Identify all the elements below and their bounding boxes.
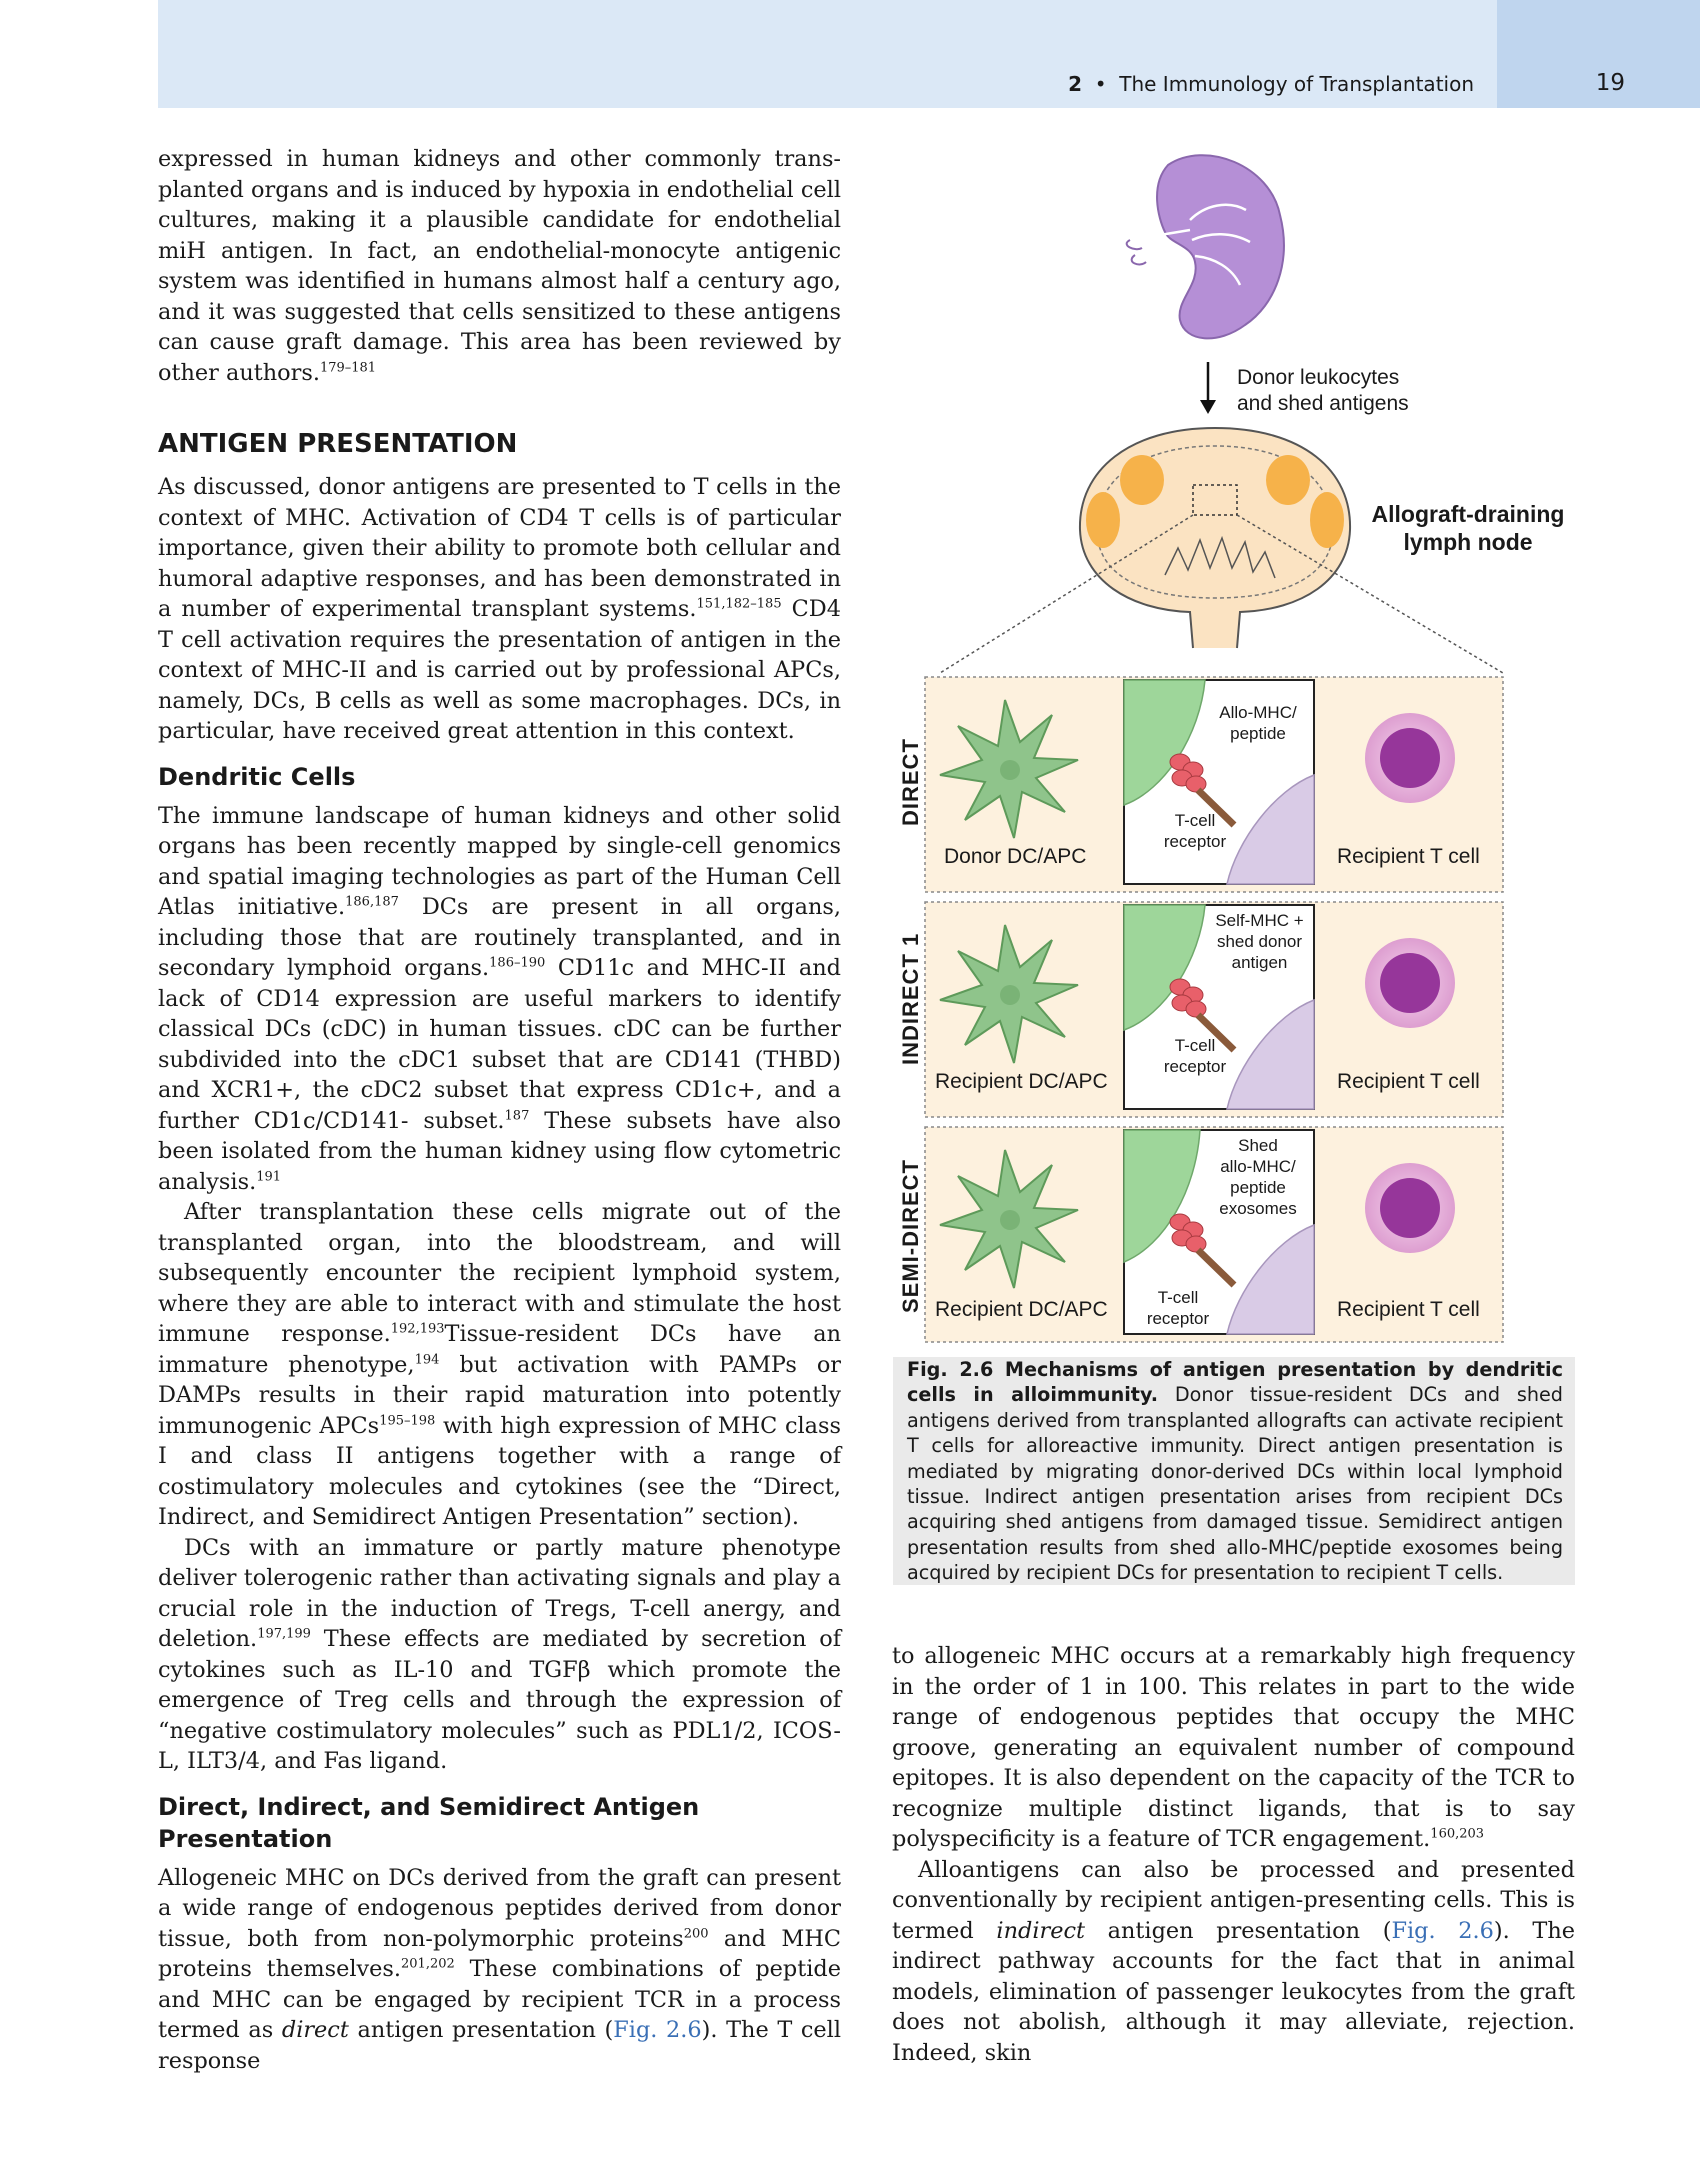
paragraph-endothelial: expressed in human kidneys and other commonly trans-planted organs and is induced by hypoxia in endothelial cell cultures, making it a plausible candidate for endothelial miH antigen. In fact, an endothelial-monocyte antigenic system was identified in humans almost half a century ago, and it was suggested that cells sensitized to these antigens can cause graft damage. This area has been reviewed by other authors.$^{179-181}$ xyxy=(158,146,841,386)
tcr-label: T-cell receptor xyxy=(1146,1288,1210,1328)
citation: 160,203 xyxy=(1430,1826,1485,1842)
citation: 192,193 xyxy=(390,1321,445,1337)
caption-text: Donor tissue-resident DCs and shed antigens derived from transplanted allografts can activate recipient T cells for alloreactive immunity. Direct antigen presentation is mediated by migrating donor-derived DCs within local lymphoid tissue. Indirect antigen presentation arises from recipient DCs acquiring shed antigens from damaged tissue. Semidirect antigen presentation results from shed allo-MHC/peptide exosomes being acquired by recipient DCs for presentation to recipient T cells. xyxy=(907,1383,1563,1585)
apc-label: Donor DC/APC xyxy=(944,845,1087,868)
panel-title-semidirect: SEMI-DIRECT xyxy=(898,1159,923,1313)
tcr-label: T-cell receptor xyxy=(1163,1036,1227,1076)
citation: 191 xyxy=(256,1169,282,1185)
paragraph-direct: Allogeneic MHC on DCs derived from the graft can present a wide range of endogenous peptides derived from donor tissue, both from non-polymorphic proteins$^{200}$ and MHC proteins themselves.$^{201,202}$ These combinations of peptide and MHC can be engaged by recipient TCR in a process termed as direct antigen presentation (Fig. 2.6). The T cell response xyxy=(158,1864,842,2074)
tcell-label: Recipient T cell xyxy=(1337,1298,1480,1321)
lymph-node-label: Allograft-draining lymph node xyxy=(1371,501,1565,555)
citation: 200 xyxy=(683,1926,709,1942)
citation: 186–190 xyxy=(489,955,546,971)
paragraph-allogeneic-frequency: to allogeneic MHC occurs at a remarkably high frequency in the order of 1 in 100. This relates in part to the wide range of endogenous peptides that occupy the MHC groove, generating an equivalent number of compound epitopes. It is also dependent on the capacity of the TCR to recognize multiple distinct ligands, that is to say polyspecificity is a feature of TCR engagement.$^{160,203}$ xyxy=(892,1643,1575,1852)
panel-title-indirect: INDIRECT 1 xyxy=(898,932,923,1065)
citation: 201,202 xyxy=(401,1956,455,1972)
chapter-number: 2 xyxy=(1068,72,1082,96)
downward-arrow-icon xyxy=(1200,362,1216,414)
subheading-direct-indirect: Direct, Indirect, and Semidirect Antigen Presentation xyxy=(158,1792,700,1853)
kidney-icon xyxy=(1127,155,1284,338)
mhc-label: Allo-MHC/ peptide xyxy=(1219,703,1297,743)
tcell-label: Recipient T cell xyxy=(1337,1070,1480,1093)
citation: 195–198 xyxy=(379,1413,436,1429)
tcr-label: T-cell receptor xyxy=(1163,811,1227,851)
chapter-title: The Immunology of Transplantation xyxy=(1119,72,1474,96)
paragraph-dendritic-3: DCs with an immature or partly mature phenotype deliver tolerogenic rather than activating signals and play a crucial role in the induction of Tregs, T-cell anergy, and deletion.$^{197,199}$ These effects are mediated by secretion of cytokines such as IL-10 and TGFβ which promote the emergence of Treg cells and through the expression of “negative costimulatory molecules” such as PDL1/2, ICOS-L, ILT3/4, and Fas ligand. xyxy=(158,1534,841,1774)
right-column xyxy=(892,1641,1575,2068)
paragraph-antigen-presentation: As discussed, donor antigens are presented to T cells in the context of MHC. Activation of CD4 T cells is of particular importance, given their ability to promote both cellular and humoral adaptive responses, and has been demonstrated in a number of experimental transplant systems.$^{151,182-185}$ CD4 T cell activation requires the presentation of antigen in the context of MHC-II and is carried out by professional APCs, namely, DCs, B cells as well as some macrophages. DCs, in particular, have received great attention in this context. xyxy=(158,474,841,744)
paragraph-indirect: Alloantigens can also be processed and presented conventionally by recipient antigen-presenting cells. This is termed indirect antigen presentation (Fig. 2.6). The indirect pathway accounts for the fact that in animal models, elimination of passenger leukocytes from the graft does not abolish, although it may alleviate, rejection. Indeed, skin xyxy=(892,1856,1575,2066)
arrow-label: Donor leukocytes and shed antigens xyxy=(1237,366,1409,415)
apc-label: Recipient DC/APC xyxy=(935,1298,1108,1321)
paragraph-dendritic-1: The immune landscape of human kidneys and other solid organs has been recently mapped by single-cell genomics and spatial imaging technologies as part of the Human Cell Atlas initiative.$^{186,187}$ DCs are present in all organs, including those that are routinely transplanted, and in secondary lymphoid organs.$^{186-190}$ CD11c and MHC-II and lack of CD14 expression are useful markers to identify classical DCs (cDC) in human tissues. cDC can be further subdivided into the cDC1 subset that are CD141 (THBD) and XCR1+, the cDC2 subset that express CD1c+, and a further CD1c/CD141- subset.$^{187}$ These subsets have also been isolated from the human kidney using flow cytometric analysis.$^{191}$ xyxy=(158,802,841,1195)
tcell-label: Recipient T cell xyxy=(1337,845,1480,868)
figure-link[interactable]: Fig. 2.6 xyxy=(1391,1917,1494,1944)
apc-label: Recipient DC/APC xyxy=(935,1070,1108,1093)
exosome-label: Shed allo-MHC/ peptide exosomes xyxy=(1219,1136,1297,1218)
citation: 194 xyxy=(414,1352,440,1368)
caption-title: Fig. 2.6 Mechanisms of antigen presentation by dendritic cells in alloimmunity. xyxy=(907,1358,1563,1407)
subheading-dendritic-cells: Dendritic Cells xyxy=(158,762,356,791)
citation: 179–181 xyxy=(319,360,377,376)
citation: 197,199 xyxy=(257,1626,311,1642)
citation: 187 xyxy=(504,1108,530,1124)
panel-title-direct: DIRECT xyxy=(898,738,923,826)
section-heading-antigen-presentation: ANTIGEN PRESENTATION xyxy=(158,429,518,459)
paragraph-dendritic-2: After transplantation these cells migrate out of the transplanted organ, into the bloodstream, and will subsequently encounter the recipient lymphoid system, where they are able to interact with and stimulate the host immune response.$^{192,193}$Tissue-resident DCs have an immature phenotype,$^{194}$ but activation with PAMPs or DAMPs results in their rapid maturation into potently immunogenic APCs$^{195-198}$ with high expression of MHC class I and class II antigens together with a range of costimulatory molecules and cytokines (see the “Direct, Indirect, and Semidirect Antigen Presentation” section). xyxy=(158,1199,842,1530)
separator-bullet: • xyxy=(1094,72,1107,96)
page-number: 19 xyxy=(1595,70,1625,96)
figure-link[interactable]: Fig. 2.6 xyxy=(613,2017,702,2043)
mhc-label: Self-MHC + shed donor antigen xyxy=(1215,911,1304,972)
citation: 186,187 xyxy=(345,894,399,910)
citation: 151,182–185 xyxy=(696,596,782,612)
figure-caption xyxy=(893,1357,1575,1585)
